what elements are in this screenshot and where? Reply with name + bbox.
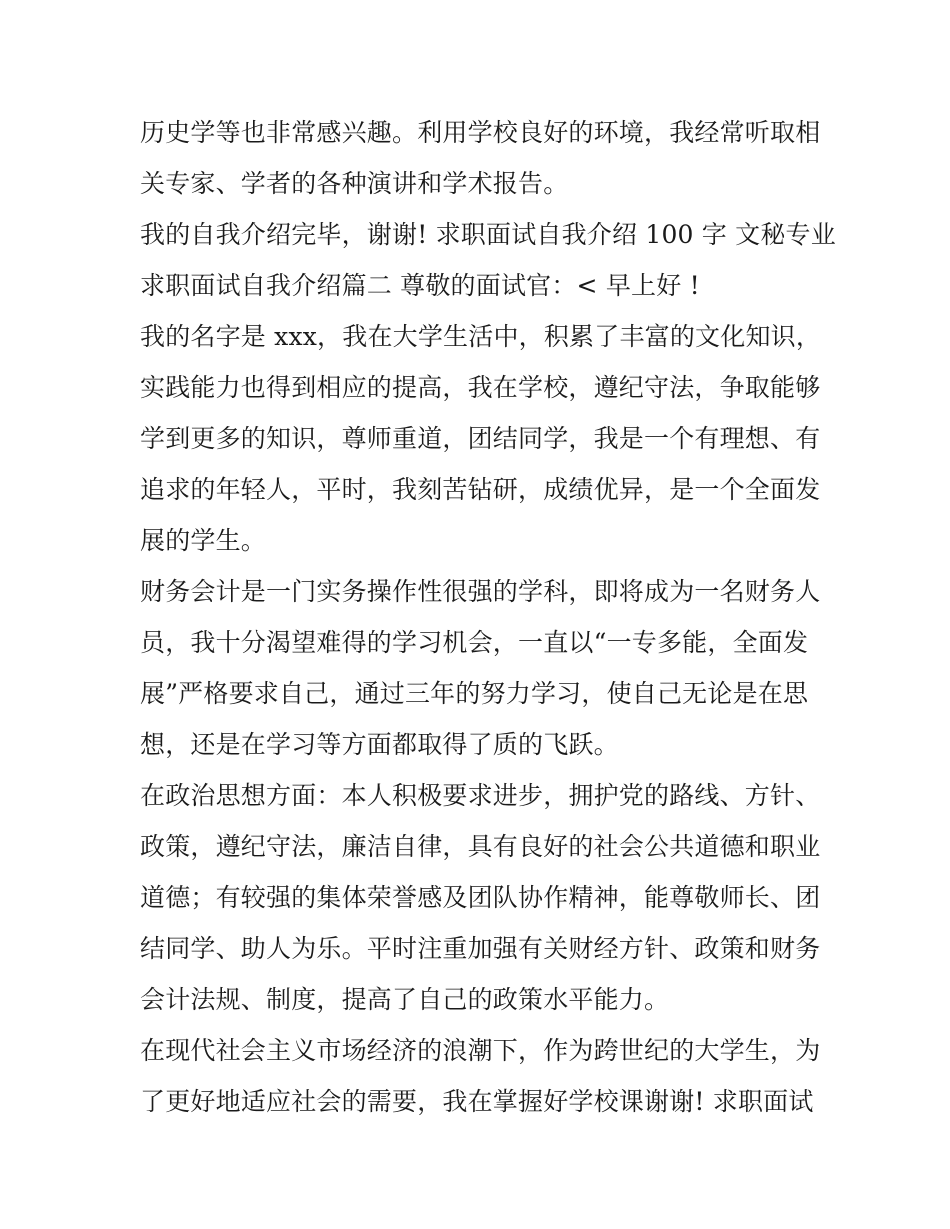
text-line: 道德；有较强的集体荣誉感及团队协作精神，能尊敬师长、团 <box>140 883 821 912</box>
text-line: 结同学、助人为乐。平时注重加强有关财经方针、政策和财务 <box>140 934 821 963</box>
text-line: 财务会计是一门实务操作性很强的学科，即将成为一名财务人 <box>140 577 821 606</box>
text-line: 我的名字是 xxx，我在大学生活中，积累了丰富的文化知识， <box>140 322 822 351</box>
document-body <box>140 107 836 1127</box>
text-line: 追求的年轻人，平时，我刻苦钻研，成绩优异，是一个全面发 <box>140 475 821 504</box>
text-line: 学到更多的知识，尊师重道，团结同学，我是一个有理想、有 <box>140 424 821 453</box>
text-line: 在政治思想方面：本人积极要求进步，拥护党的路线、方针、 <box>140 781 821 810</box>
text-line: 政策，遵纪守法，廉洁自律，具有良好的社会公共道德和职业 <box>140 832 821 861</box>
text-line: 想，还是在学习等方面都取得了质的飞跃。 <box>140 730 619 759</box>
text-line: 会计法规、制度，提高了自己的政策水平能力。 <box>140 985 670 1014</box>
text-line: 历史学等也非常感兴趣。利用学校良好的环境，我经常听取相 <box>140 118 821 147</box>
text-line: 我的自我介绍完毕，谢谢! 求职面试自我介绍 100 字 文秘专业 <box>140 220 836 249</box>
text-line: 关专家、学者的各种演讲和学术报告。 <box>140 169 569 198</box>
text-line: 了更好地适应社会的需要，我在掌握好学校课谢谢! 求职面试 <box>140 1087 814 1116</box>
text-line: 求职面试自我介绍篇二 尊敬的面试官：< 早上好 ! <box>140 271 700 300</box>
text-line: 员，我十分渴望难得的学习机会，一直以“一专多能，全面发 <box>140 628 809 657</box>
text-line: 在现代社会主义市场经济的浪潮下，作为跨世纪的大学生，为 <box>140 1036 821 1065</box>
text-line: 展的学生。 <box>140 526 267 555</box>
text-line: 展”严格要求自己，通过三年的努力学习，使自己无论是在思 <box>140 679 809 708</box>
text-line: 实践能力也得到相应的提高，我在学校，遵纪守法，争取能够 <box>140 373 821 402</box>
